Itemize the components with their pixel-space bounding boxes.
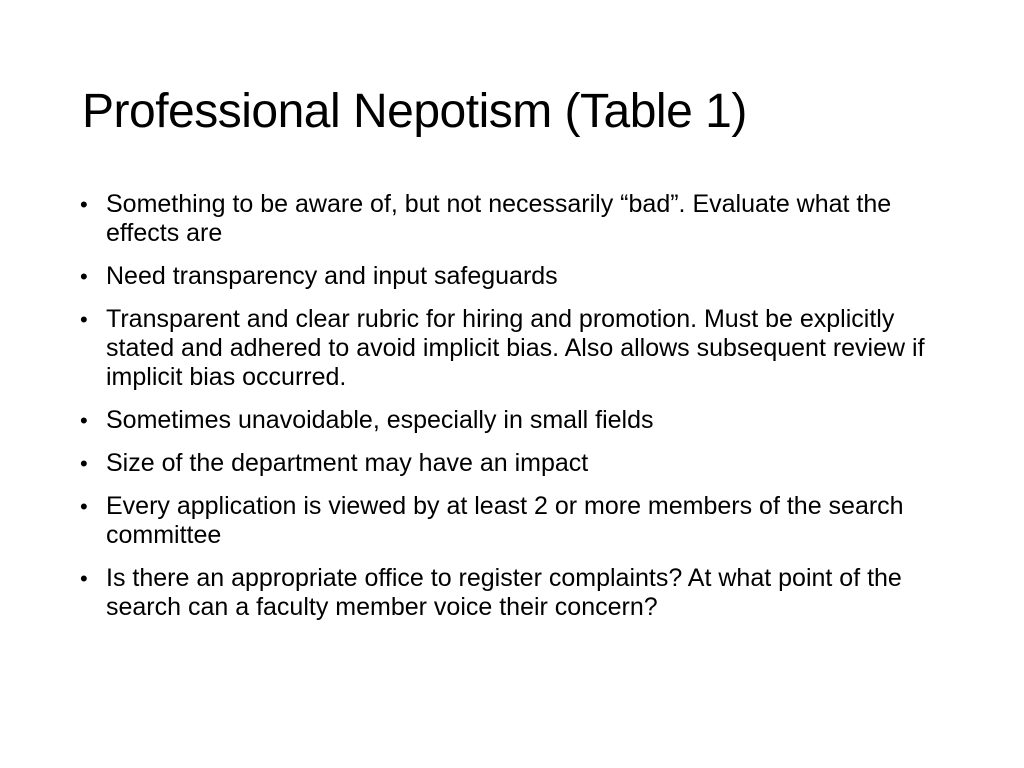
bullet-text: Size of the department may have an impact [106, 449, 589, 477]
bullet-text: Transparent and clear rubric for hiring and promotion. Must be explicitly stated and adhered to avoid implicit bias. Also allows subsequent review if implicit bias occurred. [106, 305, 925, 391]
bullet-item [78, 564, 958, 622]
bullet-text: Something to be aware of, but not necessarily “bad”. Evaluate what the effects are [106, 190, 892, 247]
bullet-dot-icon: • [80, 192, 88, 217]
bullet-dot-icon: • [80, 494, 88, 519]
bullet-item [78, 449, 958, 478]
bullet-dot-icon: • [80, 451, 88, 476]
bullet-item [78, 262, 958, 291]
bullet-dot-icon: • [80, 264, 88, 289]
bullet-item [78, 305, 958, 392]
bullet-text: Need transparency and input safeguards [106, 262, 558, 290]
bullet-text: Every application is viewed by at least 2 or more members of the search committee [106, 492, 904, 549]
bullet-dot-icon: • [80, 408, 88, 433]
bullet-text: Sometimes unavoidable, especially in small fields [106, 406, 654, 434]
bullet-list [78, 190, 958, 636]
slide-title: Professional Nepotism (Table 1) [82, 85, 747, 138]
bullet-item [78, 492, 958, 550]
bullet-dot-icon: • [80, 566, 88, 591]
bullet-dot-icon: • [80, 307, 88, 332]
bullet-text: Is there an appropriate office to register complaints? At what point of the search can a faculty member voice their concern? [106, 564, 902, 621]
bullet-item [78, 406, 958, 435]
bullet-item [78, 190, 958, 248]
